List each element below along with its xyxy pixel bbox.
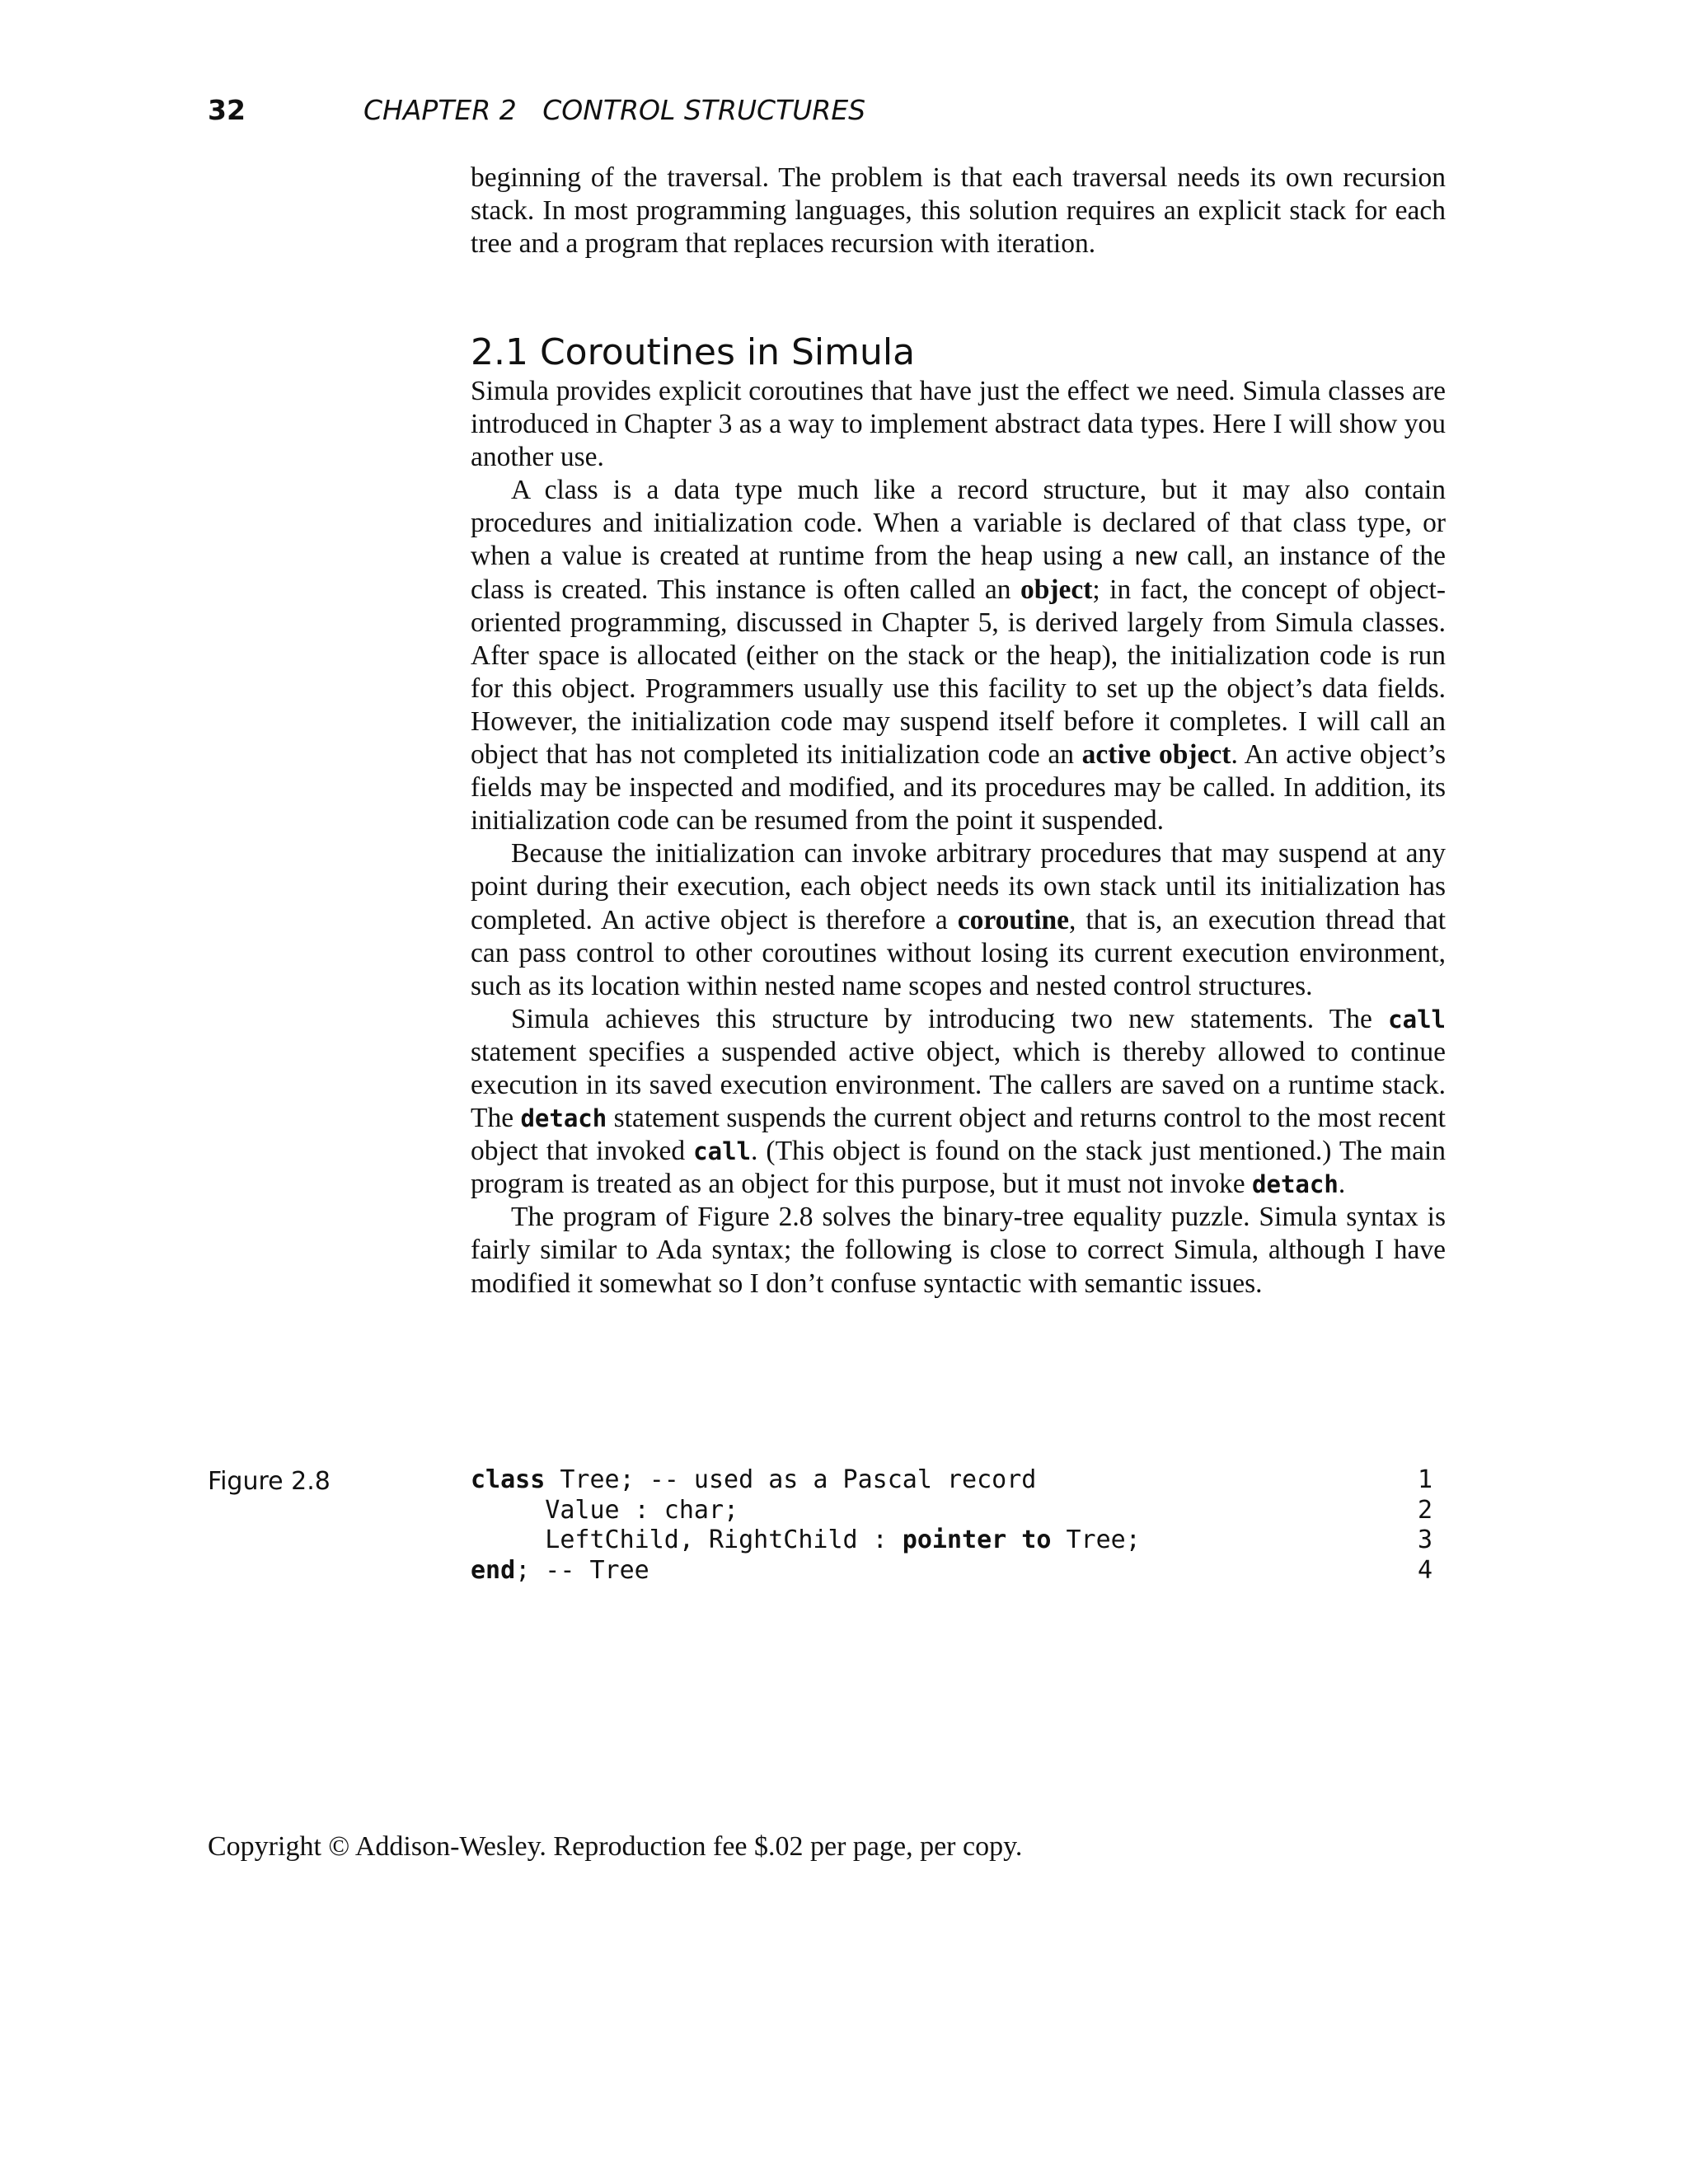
- code-text: Tree; -- used as a Pascal record: [545, 1465, 1037, 1494]
- code-listing: [471, 1465, 1446, 1586]
- copyright-footer: Copyright © Addison-Wesley. Reproduction fee $.02 per page, per copy.: [208, 1831, 1023, 1862]
- line-number: 4: [1417, 1555, 1432, 1585]
- intro-paragraph: [471, 162, 1446, 260]
- paragraph-2: [471, 474, 1446, 837]
- code-keyword: class: [471, 1465, 546, 1494]
- code-call-2: call: [693, 1137, 751, 1166]
- term-active-object: active object: [1081, 739, 1231, 771]
- line-number: 3: [1417, 1526, 1432, 1554]
- code-new: new: [1133, 542, 1178, 571]
- section-title: 2.1 Coroutines in Simula: [471, 331, 916, 373]
- term-object: object: [1020, 574, 1093, 605]
- code-line-1: [471, 1465, 1446, 1496]
- p4-text-c: statement suspends the current object and returns control to the most recent object that invoked: [471, 1103, 1446, 1167]
- code-text: Value : char;: [471, 1495, 739, 1525]
- code-line-3: [471, 1526, 1446, 1556]
- page-number: 32: [208, 94, 246, 126]
- p4-text-e: .: [1338, 1169, 1346, 1200]
- code-keyword: to: [1021, 1526, 1052, 1554]
- paragraph-3: [471, 837, 1446, 1002]
- code-text: LeftChild, RightChild :: [471, 1526, 903, 1554]
- code-line-4: [471, 1556, 1446, 1586]
- p3-text-b: , that is, an execution thread that can pass control to other coroutines without losing its current execution environment, such as its location within nested name scopes and nested control structures.: [471, 904, 1446, 1001]
- p2-text-a: A class is a data type much like a record structure, but it may also contain procedures and initialization code. When a variable is declared of that class type, or when a value is created at runtime from the heap using a: [471, 475, 1446, 572]
- p4-text-d: . (This object is found on the stack just mentioned.) The main program is treated as an object for this purpose, but it must not invoke: [471, 1136, 1446, 1200]
- paragraph-1: Simula provides explicit coroutines that have just the effect we need. Simula classes are introduced in Chapter 3 as a way to implement abstract data types. Here I will show you another use.: [471, 376, 1446, 473]
- code-keyword: pointer: [902, 1526, 1007, 1554]
- p2-text-b: call, an instance of the class is created. This instance is often called an: [471, 541, 1446, 605]
- intro-text: beginning of the traversal. The problem is that each traversal needs its own recursion stack. In most programming languages, this solution requires an explicit stack for each tree and a program that replaces recursion with iteration.: [471, 162, 1446, 260]
- code-space: [1006, 1526, 1021, 1554]
- line-number: 1: [1417, 1465, 1432, 1494]
- section-coroutines: [471, 330, 1446, 1301]
- code-keyword: end: [471, 1555, 516, 1585]
- p4-text-b: statement specifies a suspended active object, which is thereby allowed to continue execution in its saved execution environment. The callers are saved on a runtime stack. The: [471, 1036, 1446, 1134]
- paragraph-5: The program of Figure 2.8 solves the binary-tree equality puzzle. Simula syntax is fairly similar to Ada syntax; the following is close to correct Simula, although I have modified it somewhat so I don’t confuse syntactic with semantic issues.: [471, 1202, 1446, 1299]
- p2-text-c: ; in fact, the concept of object-oriented programming, discussed in Chapter 5, is derived largely from Simula classes. After space is allocated (either on the stack or the heap), the initialization code is run for this object. Programmers usually use this facility to set up the object’s data fields. However, the initialization code may suspend itself before it completes. I will call an object that has not completed its initialization code an: [471, 574, 1446, 771]
- code-text: ; -- Tree: [515, 1555, 649, 1585]
- figure-label: Figure 2.8: [208, 1467, 331, 1496]
- p4-text-a: Simula achieves this structure by introducing two new statements. The: [511, 1003, 1389, 1034]
- running-header: CHAPTER 2 CONTROL STRUCTURES: [363, 94, 866, 126]
- p2-text-d: . An active object’s fields may be inspected and modified, and its procedures may be called. In addition, its initialization code can be resumed from the point it suspended.: [471, 739, 1447, 837]
- line-number: 2: [1417, 1495, 1432, 1525]
- paragraph-4: [471, 1003, 1446, 1202]
- code-detach-2: detach: [1252, 1170, 1339, 1199]
- code-call: call: [1388, 1005, 1446, 1033]
- code-line-2: [471, 1496, 1446, 1526]
- code-detach: detach: [520, 1104, 607, 1133]
- term-coroutine: coroutine: [957, 904, 1070, 935]
- code-text: Tree;: [1051, 1526, 1141, 1554]
- p3-text-a: Because the initialization can invoke arbitrary procedures that may suspend at any point during their execution, each object needs its own stack until its initialization has completed. An active object is therefore a: [471, 838, 1446, 935]
